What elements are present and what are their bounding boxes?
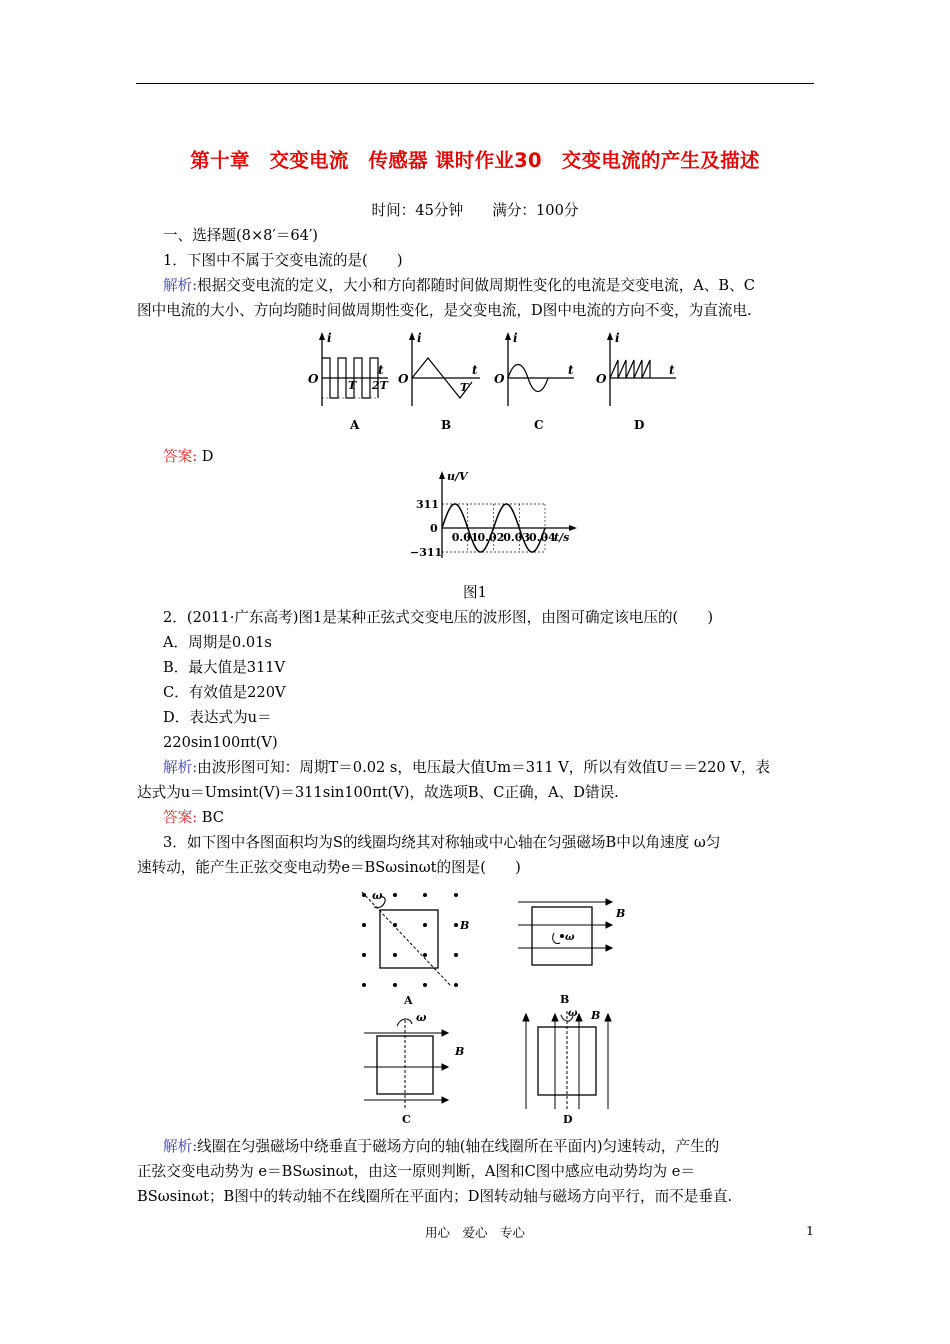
analysis-label: 解析: [163,277,198,294]
coil-c-field-label: B [455,1045,465,1058]
q1-stem: 1．下图中不属于交变电流的是( ) [163,252,403,269]
coil-a-field-label: B [460,919,470,932]
graph-a-i-label: i [327,331,332,345]
magnetic-field-dot [454,923,458,927]
q3-analysis-line-3: BSωsinωt；B图中的转动轴不在线圈所在平面内；D图转动轴与磁场方向平行，而不是垂直. [137,1188,733,1205]
graph-d-i-label: i [615,331,620,345]
page-title: 第十章 交变电流 传感器 课时作业30 交变电流的产生及描述 [190,149,760,172]
q3-stem-line-2: 速转动，能产生正弦交变电动势e＝BSωsinωt的图是( ) [137,859,521,876]
coil-diagram-c [364,1011,464,1125]
coil-d-label: D [563,1113,573,1125]
q2-option-d: D．表达式为u＝ [163,709,272,726]
fig1-y-min: −311 [410,546,443,559]
q2-analysis-line-2: 达式为u＝Umsint(V)＝311sin100πt(V)，故选项B、C正确，A、D错误. [137,784,619,801]
answer-label: 答案: [163,448,198,465]
magnetic-field-dot [454,953,458,957]
fig1-y-label: u/V [447,470,468,483]
q2-option-c: C．有效值是220V [163,684,286,701]
q1-answer [163,447,213,467]
graph-c-origin: O [494,372,505,386]
q2-analysis-line-1 [163,758,770,778]
graph-d-t-label: t [669,363,675,377]
q1-answer-value: D [197,448,214,465]
analysis-label: 解析: [163,759,198,776]
graph-a-tick-T: T [348,379,357,392]
fig1-y-max: 311 [416,498,439,511]
q1-analysis-text-1: 根据交变电流的定义，大小和方向都随时间做周期性变化的电流是交变电流，A、B、C [197,277,755,294]
graph-a-label: A [350,418,360,432]
coil-b-field-label: B [616,907,626,920]
section-heading: 一、选择题(8×8′＝64′) [163,227,318,244]
graph-c-t-label: t [568,363,574,377]
graph-d [596,331,676,432]
answer-label: 答案: [163,809,198,826]
coil-c-label: C [402,1113,411,1125]
coil-diagram-b [518,899,625,965]
fig1-x-tick-label: 0.02 [477,531,505,544]
time-score-line: 时间：45分钟 满分：100分 [371,202,579,219]
fig1-x-tick-label: 0.04 [529,531,556,544]
magnetic-field-dot [423,893,427,897]
fig1-x-label: t/s [554,531,570,544]
graph-c-i-label: i [513,331,518,345]
graph-b-i-label: i [417,331,422,345]
q1-figure [300,330,690,435]
q3-figure [350,885,650,1125]
graph-a-tick-2T: 2T [372,379,388,392]
graph-d-label: D [634,418,645,432]
q2-answer-value: BC [197,809,224,826]
magnetic-field-dot [362,953,366,957]
coil-c-omega: ω [416,1011,427,1024]
fig1-origin: 0 [430,522,438,535]
fig1-x-tick-label: 0.03 [503,531,531,544]
q2-stem: 2．(2011·广东高考)图1是某种正弦式交变电压的波形图，由图可确定该电压的( ) [163,609,714,626]
magnetic-field-dot [454,983,458,987]
magnetic-field-dot [362,923,366,927]
fig1-x-tick-label: 0.01 [451,531,479,544]
page-number: 1 [806,1223,814,1238]
graph-b [398,331,480,432]
page-footer: 用心 爱心 专心 [424,1225,525,1240]
q2-analysis-text-1: 由波形图可知：周期T＝0.02 s，电压最大值Um＝311 V，所以有效值U＝＝220 V，表 [197,759,771,776]
q2-option-b: B．最大值是311V [163,659,286,676]
magnetic-field-dot [393,953,397,957]
graph-b-label: B [441,418,452,432]
graph-a-origin: O [308,372,319,386]
q3-stem-line-1: 3．如下图中各图面积均为S的线圈均绕其对称轴或中心轴在匀强磁场B中以角速度 ω匀 [163,834,721,851]
coil-diagram-a [362,889,469,1007]
graph-d-origin: O [596,372,607,386]
fig1-caption: 图1 [463,584,487,601]
magnetic-field-dot [393,983,397,987]
magnetic-field-dot [423,983,427,987]
coil-d-omega: ω [568,1008,578,1019]
coil-a-label: A [404,994,413,1007]
header-rule [136,83,814,84]
magnetic-field-dot [423,923,427,927]
graph-b-origin: O [398,372,409,386]
graph-c-label: C [534,418,544,432]
q2-option-a: A．周期是0.01s [163,634,272,651]
q2-option-d-expression: 220sin100πt(V) [163,734,278,751]
q1-analysis-line-1 [163,276,755,296]
graph-a-t-label: t [378,363,384,377]
q3-analysis-line-1 [163,1137,719,1157]
graph-c [494,331,574,432]
graph-b-tick-T: T [460,381,469,394]
magnetic-field-dot [362,983,366,987]
coil-d-field-label: B [591,1009,601,1022]
coil-a-omega: ω [372,889,383,902]
coil-b-label: B [560,993,570,1006]
q3-analysis-line-2: 正弦交变电动势为 e＝BSωsinωt，由这一原则判断，A图和C图中感应电动势均为 e＝ [137,1163,696,1180]
fig1-chart [400,470,580,560]
graph-b-t-label: t [472,363,478,377]
graph-a [308,331,389,432]
magnetic-field-dot [423,953,427,957]
q1-analysis-line-2: 图中电流的大小、方向均随时间做周期性变化，是交变电流，D图中电流的方向不变，为直流电. [137,302,752,319]
magnetic-field-dot [454,893,458,897]
coil-diagram-d [523,993,611,1125]
analysis-label: 解析: [163,1138,198,1155]
q3-analysis-text-1: 线圈在匀强磁场中绕垂直于磁场方向的轴(轴在线圈所在平面内)匀速转动，产生的 [197,1138,720,1155]
coil-b-omega: ω [565,932,575,943]
q2-answer [163,808,224,828]
magnetic-field-dot [393,893,397,897]
